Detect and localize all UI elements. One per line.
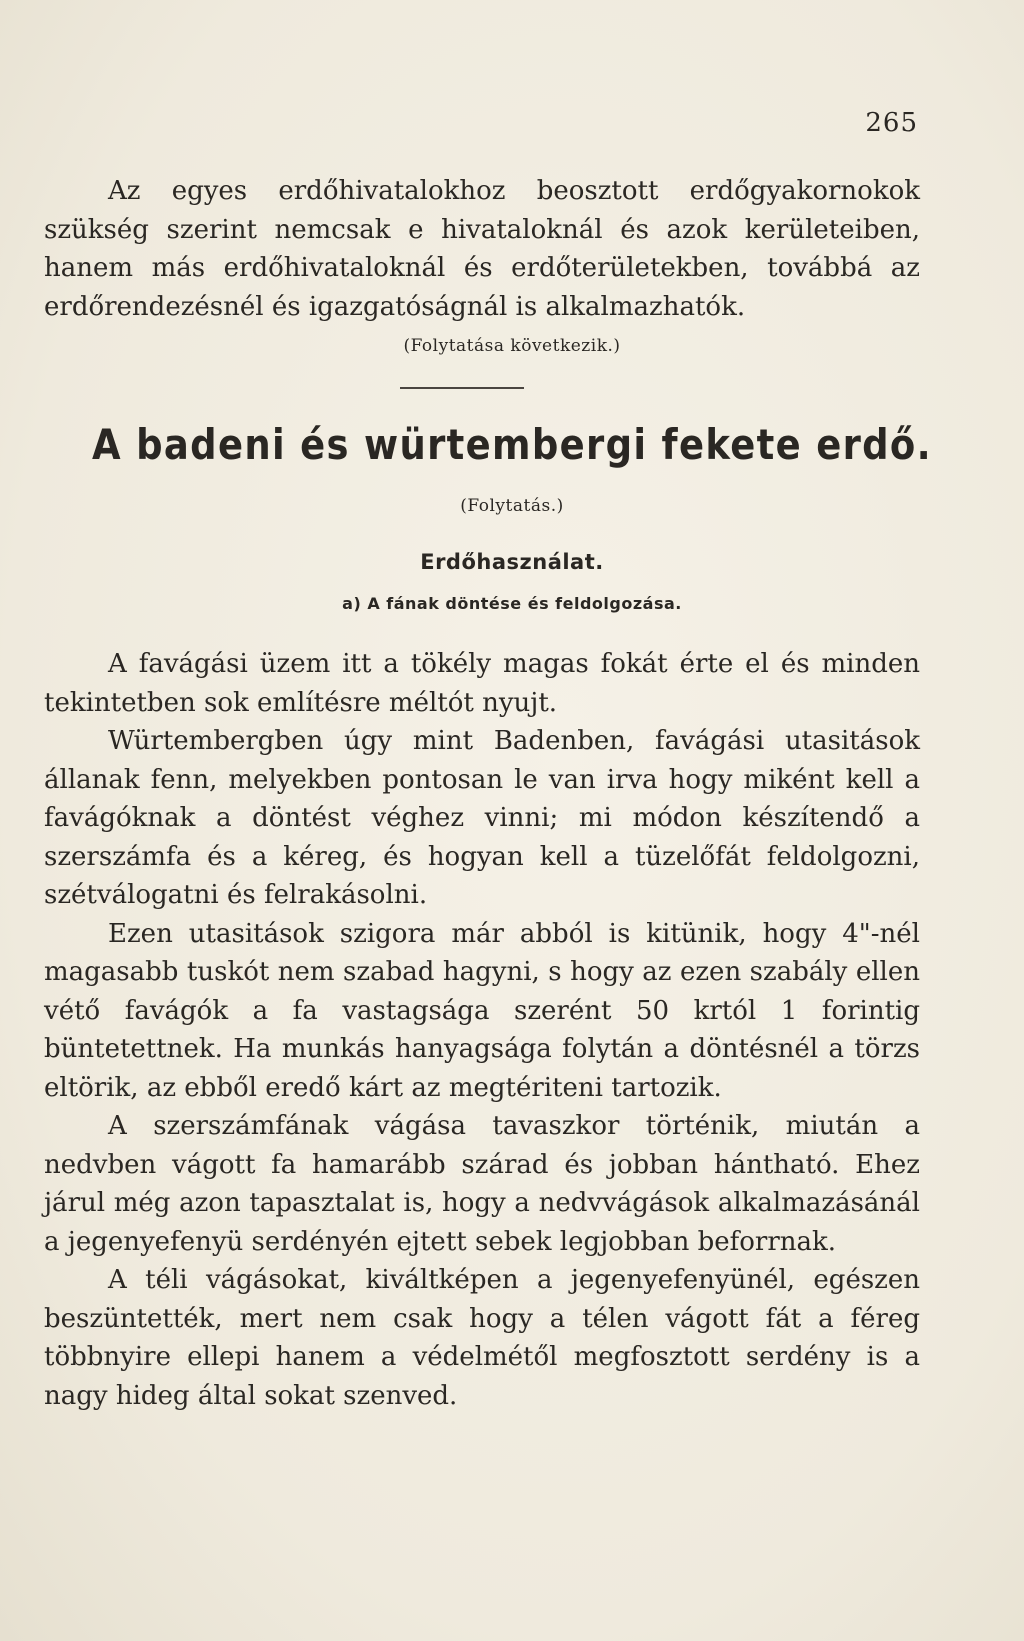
body-paragraph-5: A téli vágásokat, kiváltképen a jegenyefenyünél, egészen beszüntették, mert nem csak hogy a télen vágott fát a féreg többnyire ellepi hanem a védelmétől megfosztott serdény is a nagy hideg által sokat szenved. — [44, 1265, 920, 1411]
article-continuation: (Folytatás.) — [460, 496, 564, 516]
section-title: Erdőhasználat. — [420, 550, 604, 574]
continuation-note: (Folytatása következik.) — [403, 336, 621, 356]
body-paragraph-4: A szerszámfának vágása tavaszkor történik, miután a nedvben vágott fa hamarább szárad és jobban hántható. Ehez járul még azon tapasztalat is, hogy a nedvvágások alkalmazásánál a jegenyefenyü serdényén ejtett sebek legjobban beforrnak. — [44, 1111, 920, 1257]
intro-paragraph: Az egyes erdőhivatalokhoz beosztott erdőgyakornokok szükség szerint nemcsak e hivataloknál és azok kerületeiben, hanem más erdőhivataloknál és erdőterületekben, továbbá az erdőrendezésnél és igazgatóságnál is alkalmazhatók. — [44, 176, 920, 322]
subsection-title: a) A fának döntése és feldolgozása. — [342, 594, 682, 613]
body-paragraph-2: Würtembergben úgy mint Badenben, favágási utasitások állanak fenn, melyekben pontosan le van irva hogy miként kell a favágóknak a döntést véghez vinni; mi módon készítendő a szerszámfa és a kéreg, és hogyan kell a tüzelőfát feldolgozni, szétválogatni és felrakásolni. — [44, 726, 920, 910]
body-paragraph-1: A favágási üzem itt a tökély magas fokát érte el és minden tekintetben sok említésre méltót nyujt. — [44, 649, 920, 718]
body-paragraph-3: Ezen utasitások szigora már abból is kitünik, hogy 4"-nél magasabb tuskót nem szabad hagyni, s hogy az ezen szabály ellen vétő favágók a fa vastagsága szerént 50 krtól 1 forintig büntetettnek. Ha munkás hanyagsága folytán a döntésnél a törzs eltörik, az ebből eredő kárt az megtériteni tartozik. — [44, 918, 920, 1103]
article-title: A badeni és würtembergi fekete erdő. — [92, 420, 932, 469]
section-divider — [400, 387, 524, 389]
intro-paragraph-block — [44, 172, 920, 326]
article-body — [44, 645, 920, 1415]
page-number: 265 — [865, 108, 918, 138]
